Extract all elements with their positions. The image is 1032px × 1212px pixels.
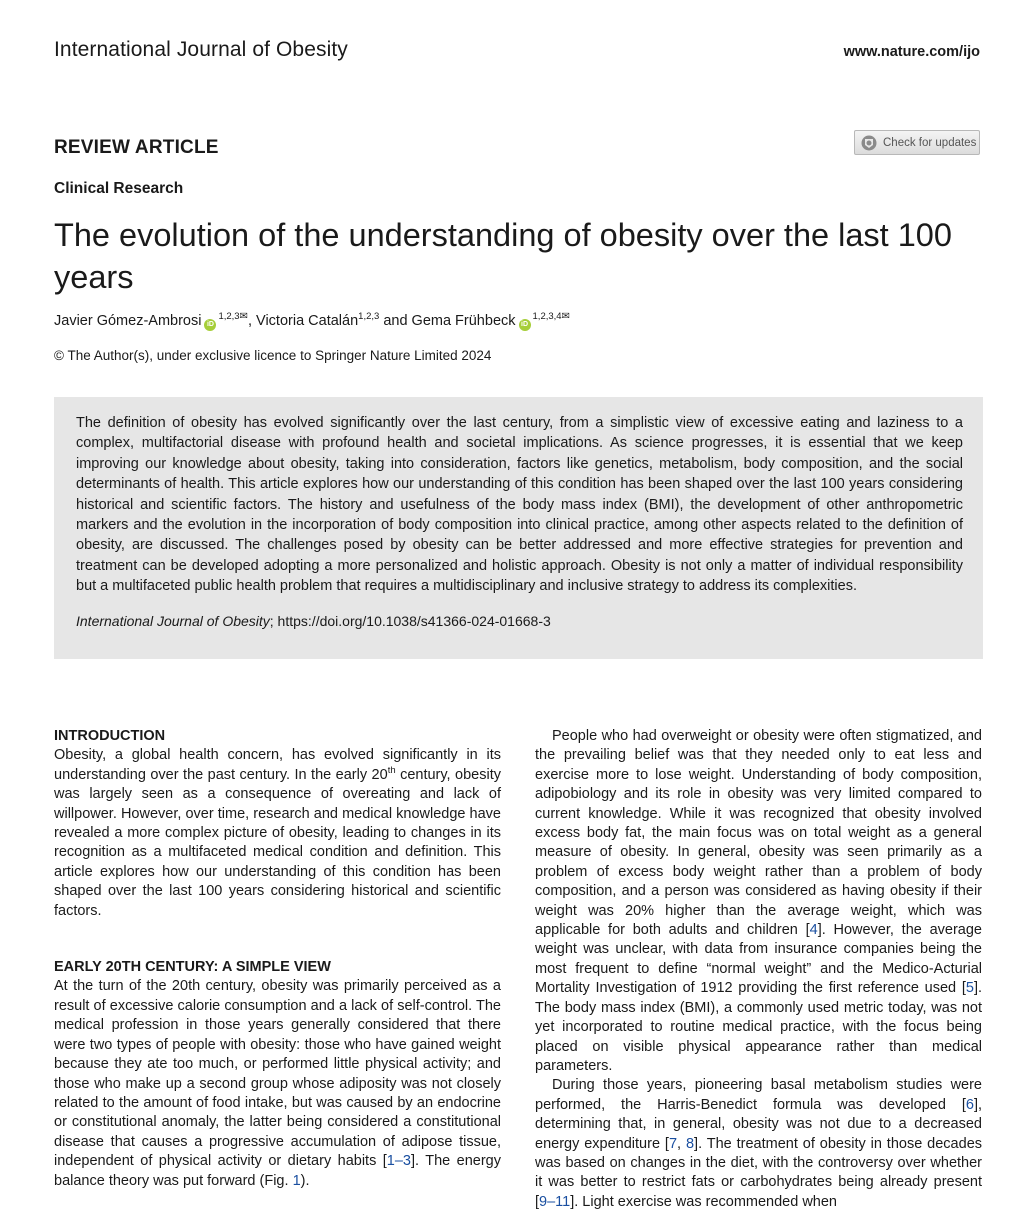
text-run: ). — [300, 1172, 310, 1189]
reference-link[interactable]: 4 — [809, 922, 818, 939]
author-list — [54, 311, 570, 331]
email-icon[interactable]: ✉ — [561, 311, 570, 322]
stigma-paragraph — [535, 727, 982, 1076]
crossmark-icon — [861, 135, 877, 151]
citation-journal: International Journal of Obesity — [76, 612, 270, 629]
orcid-icon[interactable]: iD — [519, 319, 531, 331]
abstract-text: The definition of obesity has evolved significantly over the last century, from a simplistic view of excessive eating and laziness to a complex, multifactorial disease with profound health and societal implications. As science progresses, it is essential that we keep improving our knowledge about obesity, taking into consideration, factors like genetics, metabolism, body composition, and the social determinants of health. This article explores how our understanding of this condition has been shaped over the last 100 years considering historical and scientific factors. The history and usefulness of the body mass index (BMI), the development of other anthropometric markers and the evolution in the incorporation of body composition into clinical practice, among other aspects related to the definition of obesity, are discussed. The challenges posed by obesity can be better addressed and more effective strategies for prevention and treatment can be developed adopting a more personalized and holistic approach. Obesity is not only a matter of individual responsibility but a multifaceted public health problem that requires a multidisciplinary and inclusive strategy to address its complexities. — [76, 415, 963, 595]
author-separator: and — [379, 313, 412, 329]
left-column — [54, 727, 501, 1191]
text-run: ]. The energy balance theory was put forward (Fig. — [54, 1153, 501, 1189]
check-for-updates-label: Check for updates — [883, 136, 977, 149]
author-affiliation: 1,2,3 — [218, 311, 240, 322]
superscript: th — [387, 764, 396, 776]
email-icon[interactable]: ✉ — [239, 311, 248, 322]
reference-link[interactable]: 8 — [685, 1135, 695, 1152]
author-name-link[interactable]: Victoria Catalán — [256, 313, 359, 329]
article-title: The evolution of the understanding of obesity over the last 100 years — [54, 217, 952, 295]
text-run: ], determining that, in general, obesity was not due to a decreased energy expenditure [ — [535, 1096, 982, 1152]
early-century-paragraph — [54, 977, 501, 1190]
text-run: During those years, pioneering basal metabolism studies were performed, the Harris-Benedict formula was developed [ — [535, 1077, 982, 1113]
copyright-notice: © The Author(s), under exclusive licence to Springer Nature Limited 2024 — [54, 348, 492, 363]
text-run: ]. Light exercise was recommended when — [570, 1193, 837, 1210]
journal-url[interactable]: www.nature.com/ijo — [843, 44, 980, 60]
text-run: ]. The body mass index (BMI), a commonly used metric today, was not yet incorporated to routine medical practice, with the focus being placed on visible physical appearance rather than medical parameters. — [535, 980, 982, 1074]
author-affiliation: 1,2,3 — [358, 311, 380, 322]
reference-link[interactable]: 6 — [965, 1096, 974, 1113]
reference-link[interactable]: 9–11 — [539, 1193, 571, 1210]
check-for-updates-button[interactable] — [854, 130, 980, 155]
abstract-box — [54, 397, 983, 659]
citation-line — [76, 611, 963, 631]
figure-link[interactable]: 1 — [292, 1172, 301, 1189]
text-run: , — [677, 1135, 686, 1152]
journal-name: International Journal of Obesity — [54, 38, 348, 61]
reference-link[interactable]: 5 — [965, 980, 974, 997]
author-affiliation: 1,2,3,4 — [532, 311, 562, 322]
author-name-link[interactable]: Gema Frühbeck — [411, 313, 516, 329]
author-separator: , — [247, 313, 257, 329]
text-run: ]. However, the average weight was unclear, with data from insurance companies being the most frequent to define “normal weight” and the Medico-Acturial Mortality Investigation of 1912 providing the first reference used [ — [535, 922, 982, 997]
section-gap — [54, 921, 501, 958]
text-run: People who had overweight or obesity were often stigmatized, and the prevailing belief was that they needed only to eat less and exercise more to lose weight. Understanding of body composition, adipobiology and its role in obesity was very limited compared to current knowledge. While it was recognized that obesity involved excess body fat, the main focus was on total weight as a general measure of obesity. In general, obesity was seen primarily as a problem of excess body weight rather than a problem of body composition, and a person was considered as having obesity if their weight was 20% higher than the average weight, which was applicable for both adults and children [ — [535, 728, 982, 939]
text-run: Obesity, a global health concern, has evolved significantly in its understanding over the past century. In the early 20 — [54, 747, 501, 783]
section-heading-introduction: INTRODUCTION — [54, 728, 166, 744]
metabolism-paragraph — [535, 1076, 982, 1212]
text-run: century, obesity was largely seen as a consequence of overeating and lack of willpower. However, over time, research and medical knowledge have revealed a more complex picture of obesity, leading to changes in its recognition as a multifaceted medical condition and definition. This article explores how our understanding of this condition has been shaped over the last 100 years considering historical and scientific factors. — [54, 766, 501, 919]
introduction-paragraph — [54, 746, 501, 921]
subject-category: Clinical Research — [54, 180, 184, 197]
reference-link[interactable]: 1–3 — [386, 1153, 411, 1170]
author-name-link[interactable]: Javier Gómez-Ambrosi — [54, 313, 202, 329]
section-heading-early-20th-century: EARLY 20TH CENTURY: A SIMPLE VIEW — [54, 959, 331, 976]
citation-doi-link[interactable]: ; https://doi.org/10.1038/s41366-024-01668-3 — [269, 612, 551, 629]
reference-link[interactable]: 7 — [668, 1135, 678, 1152]
article-type: REVIEW ARTICLE — [54, 137, 219, 158]
right-column — [535, 727, 982, 1212]
orcid-icon[interactable]: iD — [204, 319, 216, 331]
text-run: ]. The treatment of obesity in those decades was based on changes in the diet, with the controversy over whether it was better to restrict fats or carbohydrates being already present [ — [535, 1135, 983, 1210]
text-run: At the turn of the 20th century, obesity was primarily perceived as a result of excessive calorie consumption and a lack of self-control. The medical profession in those years generally considered that there were two types of people with obesity: those who have gained weight because they ate too much, or performed little physical activity; and those who make up a second group whose adiposity was not closely related to the amount of food intake, but was caused by an endocrine or constitutional anomaly, the latter being considered a constitutional disease that causes a progressive accumulation of adipose tissue, independent of physical activity or dietary habits [ — [54, 978, 501, 1170]
